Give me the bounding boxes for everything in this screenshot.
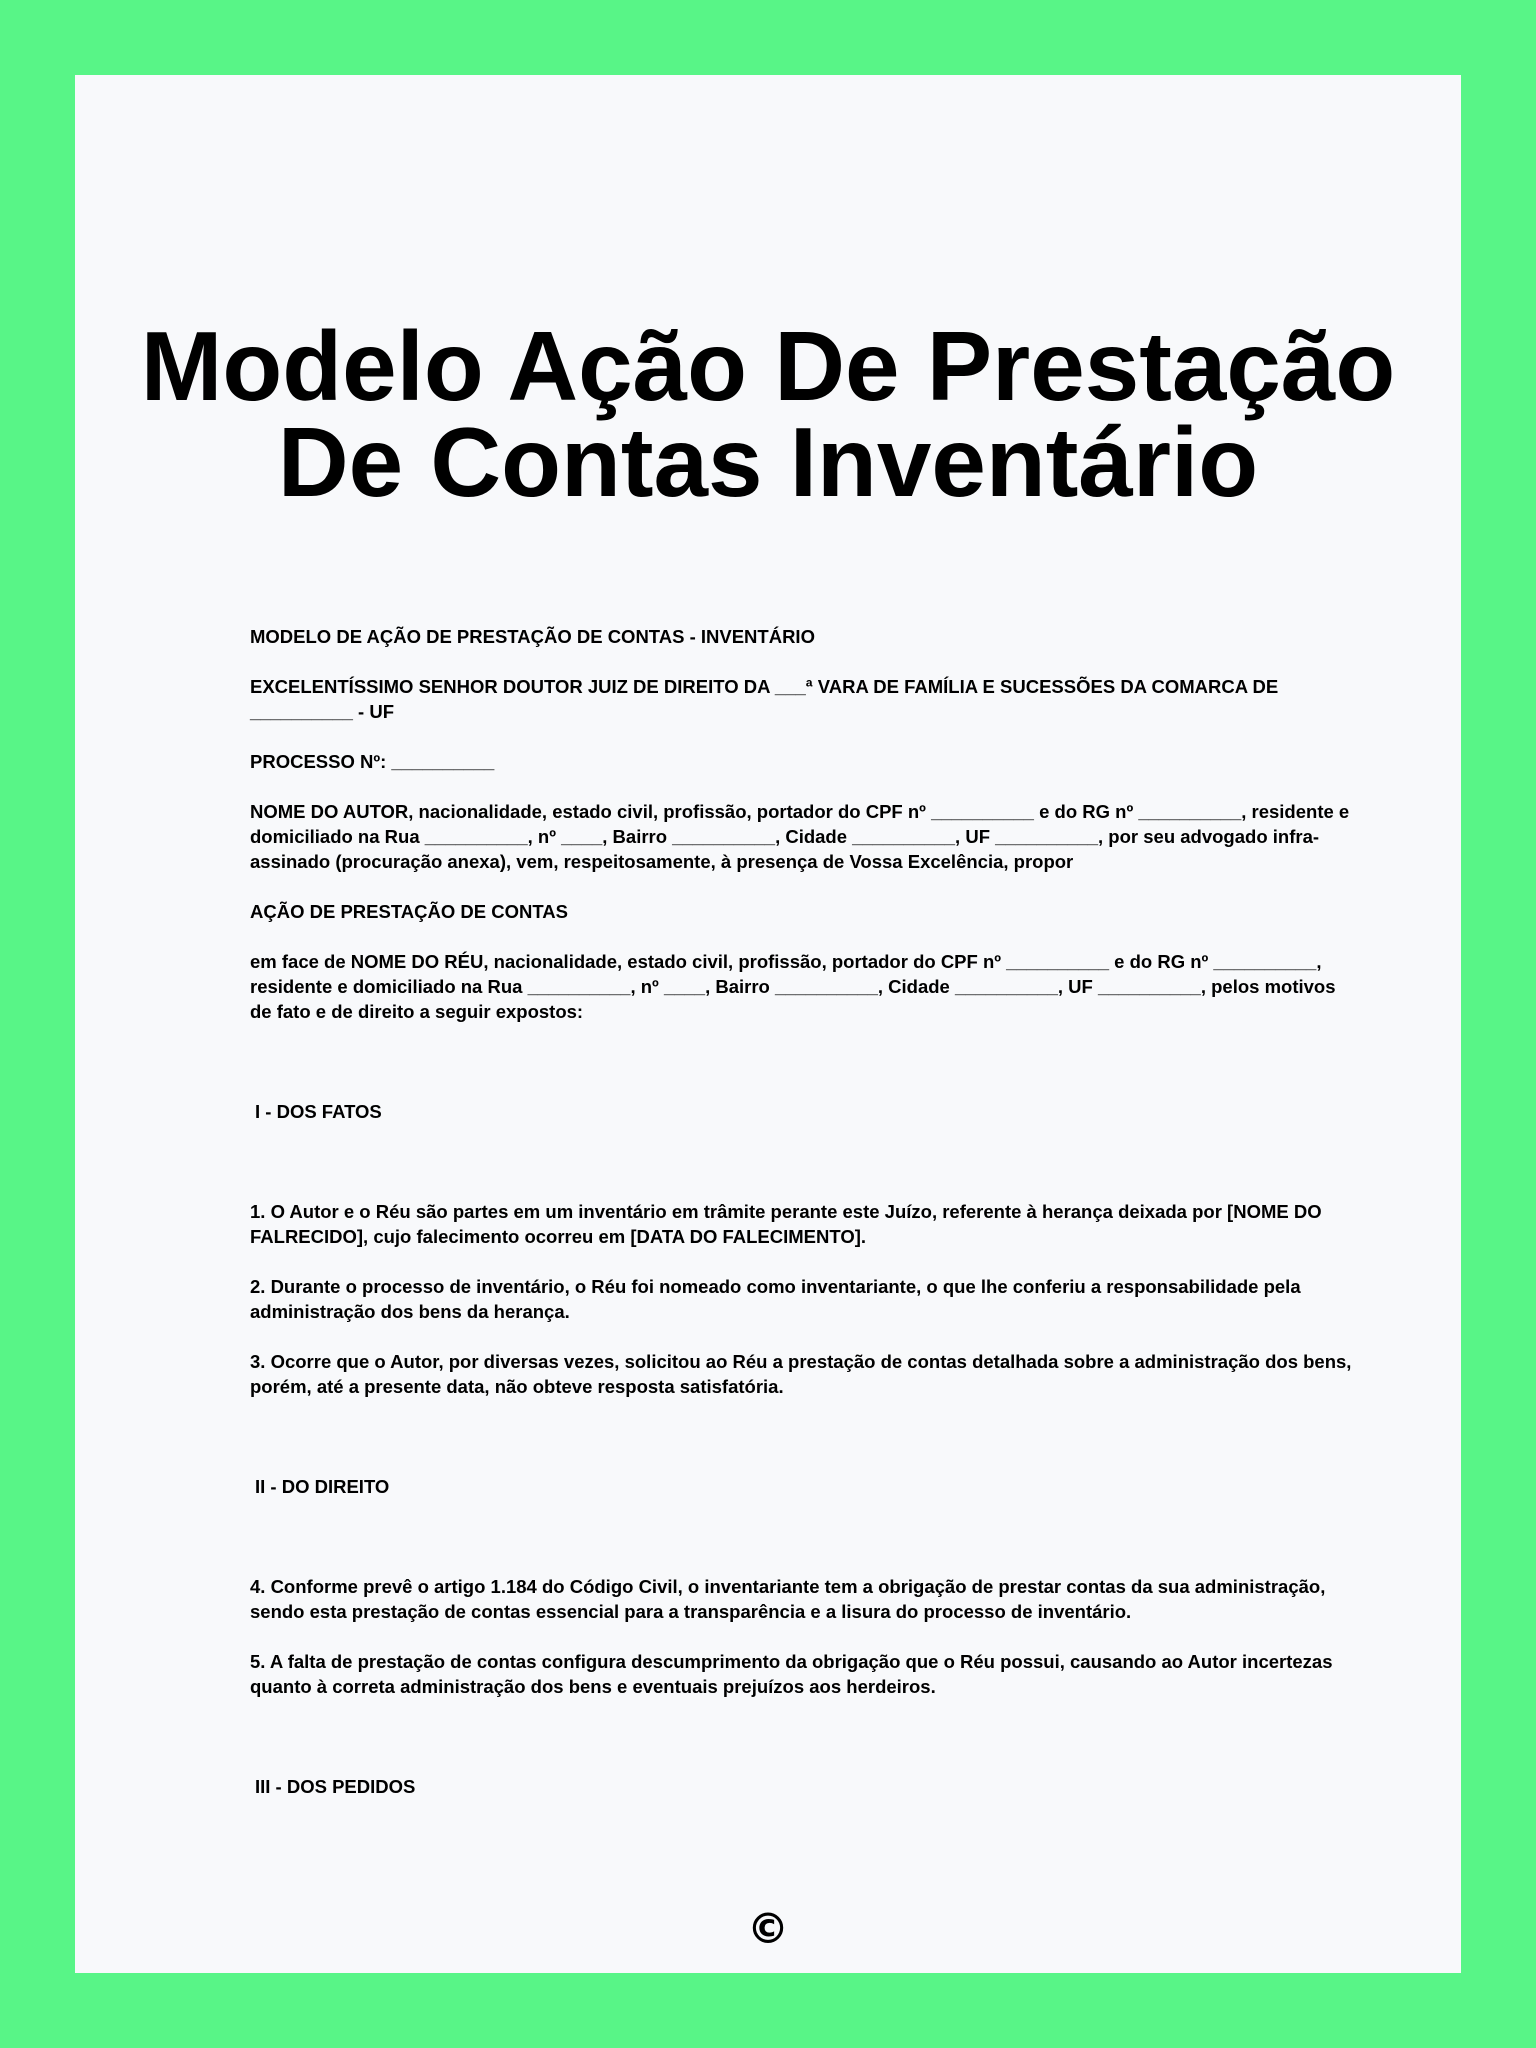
spacer — [250, 1724, 1360, 1774]
defendant-qualification-paragraph: em face de NOME DO RÉU, nacionalidade, estado civil, profissão, portador do CPF nº __________ e do RG nº __________, residente e domiciliado na Rua __________, nº ____, Bairro __________, Cidade __________, UF __________, pelos motivos de fato e de direito a seguir expostos: — [250, 951, 1341, 1022]
copyright-icon: © — [747, 1904, 789, 1953]
law-item-5: 5. A falta de prestação de contas configura descumprimento da obrigação que o Réu possui, causando ao Autor incertezas quanto à correta administração dos bens e eventuais prejuízos aos herdeiros. — [250, 1651, 1338, 1697]
page-title — [75, 311, 1461, 517]
document-heading: MODELO DE AÇÃO DE PRESTAÇÃO DE CONTAS - INVENTÁRIO — [250, 626, 815, 647]
page-title-line-2: De Contas Inventário — [277, 407, 1259, 517]
spacer — [250, 1424, 1360, 1474]
fact-item-2: 2. Durante o processo de inventário, o Réu foi nomeado como inventariante, o que lhe conferiu a responsabilidade pela administração dos bens da herança. — [250, 1276, 1306, 1322]
spacer — [250, 1149, 1360, 1199]
section-heading-law: II - DO DIREITO — [255, 1476, 390, 1497]
document-page — [75, 75, 1461, 1973]
process-number: PROCESSO Nº: __________ — [250, 751, 495, 772]
spacer — [250, 1524, 1360, 1574]
fact-item-3: 3. Ocorre que o Autor, por diversas vezes, solicitou ao Réu a prestação de contas detalhada sobre a administração dos bens, porém, até a presente data, não obteve resposta satisfatória. — [250, 1351, 1357, 1397]
author-qualification-paragraph: NOME DO AUTOR, nacionalidade, estado civil, profissão, portador do CPF nº __________ e do RG nº __________, residente e domiciliado na Rua __________, nº ____, Bairro __________, Cidade __________, UF __________, por seu advogado infra-assinado (procuração anexa), vem, respeitosamente, à presença de Vossa Excelência, propor — [250, 801, 1355, 872]
section-heading-facts: I - DOS FATOS — [255, 1101, 382, 1122]
law-item-4: 4. Conforme prevê o artigo 1.184 do Código Civil, o inventariante tem a obrigação de prestar contas da sua administração, sendo esta prestação de contas essencial para a transparência e a lisura do processo de inventário. — [250, 1576, 1331, 1622]
page-title-line-1: Modelo Ação De Prestação — [140, 311, 1396, 421]
addressee-paragraph: EXCELENTÍSSIMO SENHOR DOUTOR JUIZ DE DIREITO DA ___ª VARA DE FAMÍLIA E SUCESSÕES DA COMARCA DE __________ - UF — [250, 676, 1284, 722]
spacer — [250, 1049, 1360, 1099]
action-name: AÇÃO DE PRESTAÇÃO DE CONTAS — [250, 901, 568, 922]
fact-item-1: 1. O Autor e o Réu são partes em um inventário em trâmite perante este Juízo, referente à herança deixada por [NOME DO FALRECIDO], cujo falecimento ocorreu em [DATA DO FALECIMENTO]. — [250, 1201, 1327, 1247]
document-body — [250, 624, 1360, 1824]
section-heading-requests: III - DOS PEDIDOS — [255, 1776, 416, 1797]
